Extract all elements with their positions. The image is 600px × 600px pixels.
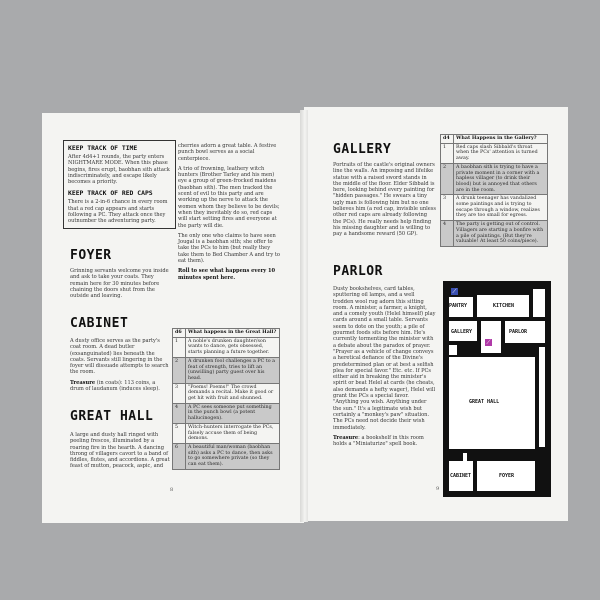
table-row: 2 A baobhan sith is trying to have a private moment in a corner with a hapless villager (to drink their blood) but is annoyed that others are in the room.: [441, 163, 548, 195]
table-header-title: What Happens in the Gallery?: [454, 135, 548, 144]
treasure-text: (in coats): 113 coins, a drum of laudanum (induces sleep).: [70, 379, 160, 393]
great-hall-table: [172, 328, 280, 470]
page-number: 8: [170, 487, 174, 493]
table-header-die: d6: [173, 329, 186, 338]
treasure-label: Treasure: [70, 379, 96, 386]
paragraph: A trio of frowning, leathery witch hunters (Brother Tarley and his men) eye a group of green-frocked maidens (baobhan sith). The men tracked the scent of evil to this party and are working up the nerve to attack the women whom they believe to be devils; when they inevitably do so, red caps will start setting fires and everyone at the party will die.: [178, 165, 280, 229]
cabinet-body: A dusty office serves as the party's coat room. A dead butler (exsanguinated) lies beneath the coats. Servants still lingering in the foyer will dissuade attempts to search the room.: [70, 338, 169, 376]
great-hall-continued: [178, 143, 281, 285]
table-row: 1 Red caps slash Sibbald's throat when the PCs' attention is turned away.: [441, 143, 548, 163]
table-row: 5 Witch-hunters interrogate the PCs, falsely accuse them of being demons.: [173, 423, 280, 443]
parlor-text: [333, 286, 436, 451]
map-label-gallery: GALLERY: [451, 329, 473, 335]
table-row: 4 The party is getting out of control. Villagers are starting a bonfire with a pile of paintings. (But they're valuable! At least 50 coins/piece).: [441, 221, 548, 247]
box-text: There is a 2-in-6 chance in every room that a red cap appears and starts following a PC. They attack once they outnumber the adventuring party.: [68, 199, 168, 225]
table-row: 3 "Poems! Poems!" The crowd demands a recital. Make it good or get hit with fruit and shunned.: [173, 383, 280, 403]
section-heading-foyer: FOYER: [70, 248, 112, 263]
gallery-table: [440, 134, 548, 247]
section-heading-parlor: PARLOR: [333, 264, 383, 279]
map-label-cabinet: CABINET: [450, 473, 472, 479]
stairs-marker-icon: ⟋: [452, 288, 457, 295]
table-row: 1 A noble's drunken daughter/son wants to dance, gets obsessed, starts planning a future together.: [173, 337, 280, 357]
table-row: 4 A PC sees someone put something in the punch bowl (a potent hallucinogen).: [173, 403, 280, 423]
page-number: 9: [436, 486, 440, 492]
floor-plan-map: [443, 281, 551, 497]
section-heading-cabinet: CABINET: [70, 316, 129, 331]
map-label-foyer: FOYER: [499, 473, 515, 479]
roll-instruction: Roll to see what happens every 10 minutes spent here.: [178, 268, 276, 281]
map-label-great-hall: GREAT HALL: [469, 399, 500, 405]
spine: [300, 110, 308, 522]
map-label-parlor: PARLOR: [509, 329, 528, 335]
map-label-kitchen: KITCHEN: [493, 303, 515, 309]
parlor-body: Dusty bookshelves, card tables, sputtering oil lamps, and a well trodden wool rug adorn this sitting room. A minister, a farmer, a knight, and a comely youth (Helel himself) play cards around a small table. Servants seem to dote on the youth; a pile of gourmet foods sits before him. He's currently tormenting the minister with a debate about the paradox of prayer. "Prayer as a vehicle of change conveys a heretical defiance of the Divine's predetermined plan or at best a selfish plea for special favor." Etc. etc. If PCs either aid in breaking the minister's spirit or beat Helel at cards (he cheats, also demands a hefty wager), Helel will grant the PCs a special favor. "Anything you wish. Anything under the sun." It's a legitimate wish but certainly a "monkey's paw" situation. The PCs need not decide their wish immediately.: [333, 286, 436, 431]
gallery-text: Portraits of the castle's original owners line the walls. An imposing and lifelike statue with a raised sword stands in the middle of the floor. Elder Sibbald is here, looking behind every painting for "hidden passages." He swears a tiny ugly man is following him but no one believes him (a red cap, invisible unless other red caps are already following the PCs). He really needs help finding his missing daughter and is willing to pay a handsome reward (50 GP).: [333, 162, 437, 238]
section-heading-great-hall: GREAT HALL: [70, 409, 154, 424]
table-row: 3 A drunk teenager has vandalized some paintings and is trying to escape through a window, realizes they are too small for egress.: [441, 195, 548, 221]
table-header-title: What happens in the Great Hall?: [186, 329, 280, 338]
time-tracking-box: [63, 140, 176, 229]
stairs-marker-icon: ⟋: [486, 339, 491, 346]
box-text: After 4d4+1 rounds, the party enters NIGHTMARE MODE. When this phase begins, fires erupt, baobhan sith attack indiscriminately, and escape likely becomes a priority.: [68, 154, 170, 186]
box-title: KEEP TRACK OF RED CAPS: [68, 189, 153, 198]
cabinet-treasure: [70, 380, 170, 393]
table-row: 6 A beautiful man/woman (baobhan sith) asks a PC to dance, then asks to go somewhere private (so they can eat them).: [173, 443, 280, 469]
paragraph: The only one who claims to have seen Jougal is a baobhan sith; she offer to take the PCs to him (but really they take them to Bed Chamber A and try to eat them).: [178, 232, 280, 265]
map-label-pantry: PANTRY: [449, 303, 468, 309]
box-title: KEEP TRACK OF TIME: [68, 144, 138, 152]
table-header-die: d4: [441, 135, 454, 144]
table-row: 2 A drunken fool challenges a PC to a feat of strength, tries to lift an (unwilling) party guest over his head.: [173, 357, 280, 383]
cabinet-text: [70, 338, 170, 396]
treasure-text: : a bookshelf in this room holds a "Miniaturize" spell book.: [333, 434, 424, 448]
parlor-treasure: [333, 435, 436, 448]
great-hall-text: A large and dusty hall ringed with peeling frescos, illuminated by a roaring fire in the hearth. A dancing throng of villagers cavort to a band of fiddles, flutes, and accordions. A great feast of mutton, peacock, aspic, and: [70, 432, 170, 470]
section-heading-gallery: GALLERY: [333, 142, 392, 157]
paragraph: cherries adorn a great table. A festive punch bowl serves as a social centerpiece.: [178, 143, 277, 162]
foyer-text: Grinning servants welcome you inside and ask to take your coats. They remain here for 30 minutes before chaining the doors shut from the outside and leaving.: [70, 268, 169, 300]
treasure-label: Treasure: [333, 434, 359, 441]
